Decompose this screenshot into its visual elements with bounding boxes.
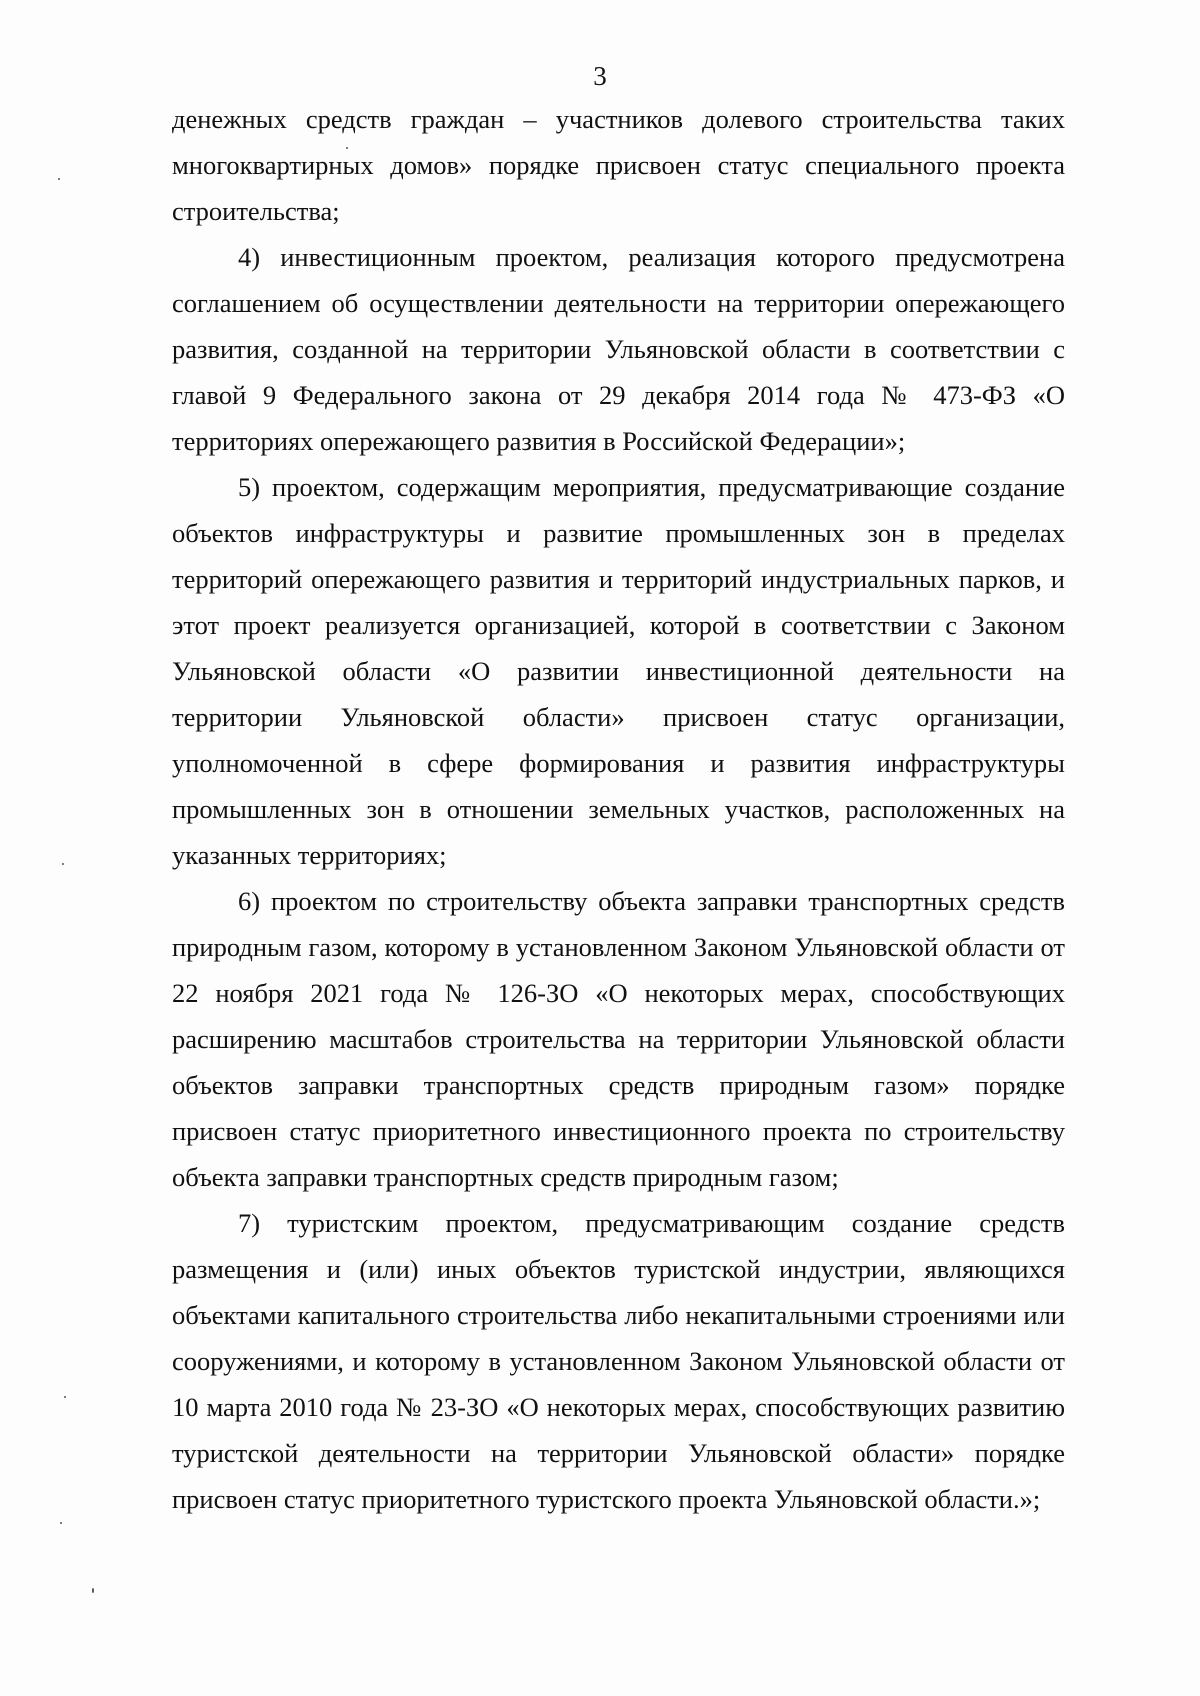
scan-speck [60,1522,62,1524]
scan-speck [346,147,348,149]
paragraph-continuation: денежных средств граждан – участников долевого строительства таких многоквартирных домов» порядке присвоен статус специального проекта строительства; [172,104,1065,226]
paragraph-item-6: 6) проектом по строительству объекта заправки транспортных средств природным газом, которому в установленном Законом Ульяновской области от 22 ноября 2021 года № 126-ЗО «О некоторых мерах, способствующих расширению масштабов строительства на территории Ульяновской области объектов заправки транспортных средств природным газом» порядке присвоен статус приоритетного инвестиционного проекта по строительству объекта заправки транспортных средств природным газом; [172,886,1065,1192]
scan-speck [58,178,60,180]
document-body [172,96,1065,1522]
scan-speck [92,1588,94,1593]
scan-speck [62,863,64,865]
paragraph-item-5: 5) проектом, содержащим мероприятия, предусматривающие создание объектов инфраструктуры и развитие промышленных зон в пределах территорий опережающего развития и территорий индустриальных парков, и этот проект реализуется организацией, которой в соответствии с Законом Ульяновской области «О развитии инвестиционной деятельности на территории Ульяновской области» присвоен статус организации, уполномоченной в сфере формирования и развития инфраструктуры промышленных зон в отношении земельных участков, расположенных на указанных территориях; [172,472,1065,870]
page-number: 3 [593,61,607,91]
paragraph-item-7: 7) туристским проектом, предусматривающим создание средств размещения и (или) иных объектов туристской индустрии, являющихся объектами капитального строительства либо некапитальными строениями или сооружениями, и которому в установленном Законом Ульяновской области от 10 марта 2010 года № 23-ЗО «О некоторых мерах, способствующих развитию туристской деятельности на территории Ульяновской области» порядке присвоен статус приоритетного туристского проекта Ульяновской области.»; [172,1208,1065,1514]
paragraph-item-4: 4) инвестиционным проектом, реализация которого предусмотрена соглашением об осуществлении деятельности на территории опережающего развития, созданной на территории Ульяновской области в соответствии с главой 9 Федерального закона от 29 декабря 2014 года № 473-ФЗ «О территориях опережающего развития в Российской Федерации»; [172,242,1065,456]
scan-speck [64,1396,66,1398]
